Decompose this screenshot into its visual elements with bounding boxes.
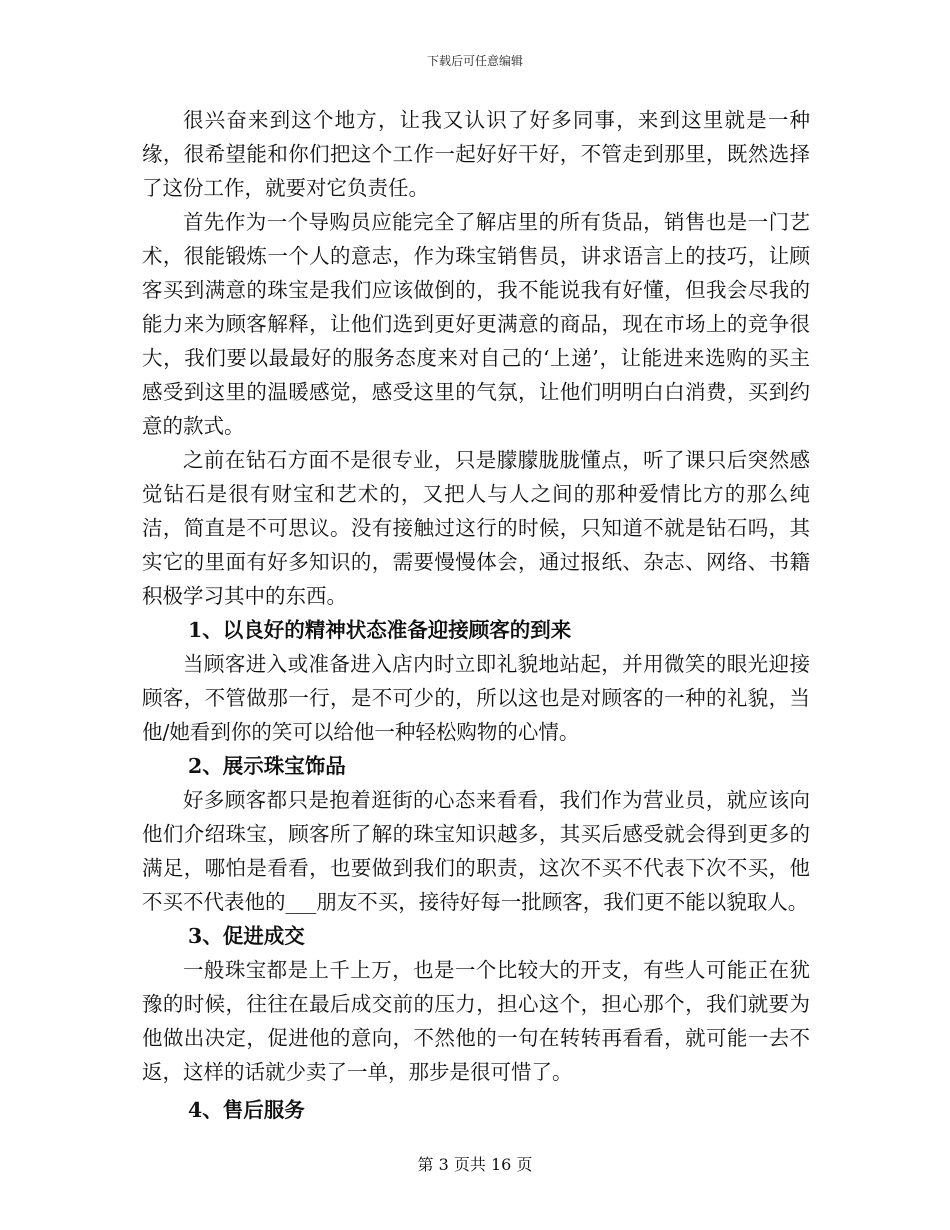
- document-body: [142, 103, 810, 1127]
- page-header-note: 下载后可任意编辑: [426, 54, 523, 68]
- section-heading-after-sales: 4、售后服务: [188, 1098, 305, 1122]
- page-number: 第 3 页共 16 页: [417, 1155, 533, 1174]
- paragraph-close-deal: 一般珠宝都是上千上万，也是一个比较大的开支，有些人可能正在犹豫的时候，往往在最后成交前的压力，担心这个，担心那个，我们就要为他做出决定，促进他的意向，不然他的一句在转转再看看，就可能一去不返，这样的话就少卖了一单，那步是很可惜了。: [142, 958, 810, 1084]
- paragraph-salesperson-role: 首先作为一个导购员应能完全了解店里的所有货品，销售也是一门艺术，很能锻炼一个人的意志，作为珠宝销售员，讲求语言上的技巧，让顾客买到满意的珠宝是我们应该做倒的，我不能说我有好懂，但我会尽我的能力来为顾客解释，让他们选到更好更满意的商品，现在市场上的竞争很大，我们要以最最好的服务态度来对自己的‘上递’，让能进来选购的买主感受到这里的温暖感觉，感受这里的气氛，让他们明明白白消费，买到约意的款式。: [142, 210, 810, 438]
- paragraph-display-jewelry: 好多顾客都只是抱着逛街的心态来看看，我们作为营业员，就应该向他们介绍珠宝，顾客所了解的珠宝知识越多，其买后感受就会得到更多的满足，哪怕是看看，也要做到我们的职责，这次不买不代表下次不买，他不买不代表他的___朋友不买，接待好每一批顾客，我们更不能以貌取人。: [142, 788, 810, 914]
- section-heading-greet-customers: 1、以良好的精神状态准备迎接顾客的到来: [188, 618, 572, 642]
- section-heading-close-deal: 3、促进成交: [188, 924, 305, 948]
- paragraph-diamond-knowledge: 之前在钻石方面不是很专业，只是朦朦胧胧懂点，听了课只后突然感觉钻石是很有财宝和艺术的，又把人与人之间的那种爱情比方的那么纯洁，简直是不可思议。没有接触过这行的时候，只知道不就是钻石吗，其实它的里面有好多知识的，需要慢慢体会，通过报纸、杂志、网络、书籍积极学习其中的东西。: [142, 448, 810, 608]
- section-heading-display-jewelry: 2、展示珠宝饰品: [188, 754, 346, 778]
- paragraph-intro: 很兴奋来到这个地方，让我又认识了好多同事，来到这里就是一种缘，很希望能和你们把这个工作一起好好干好，不管走到那里，既然选择了这份工作，就要对它负责任。: [142, 108, 810, 200]
- paragraph-greet-customers: 当顾客进入或准备进入店内时立即礼貌地站起，并用微笑的眼光迎接顾客，不管做那一行，是不可少的，所以这也是对顾客的一种的礼貌，当他/她看到你的笑可以给他一种轻松购物的心情。: [142, 652, 810, 744]
